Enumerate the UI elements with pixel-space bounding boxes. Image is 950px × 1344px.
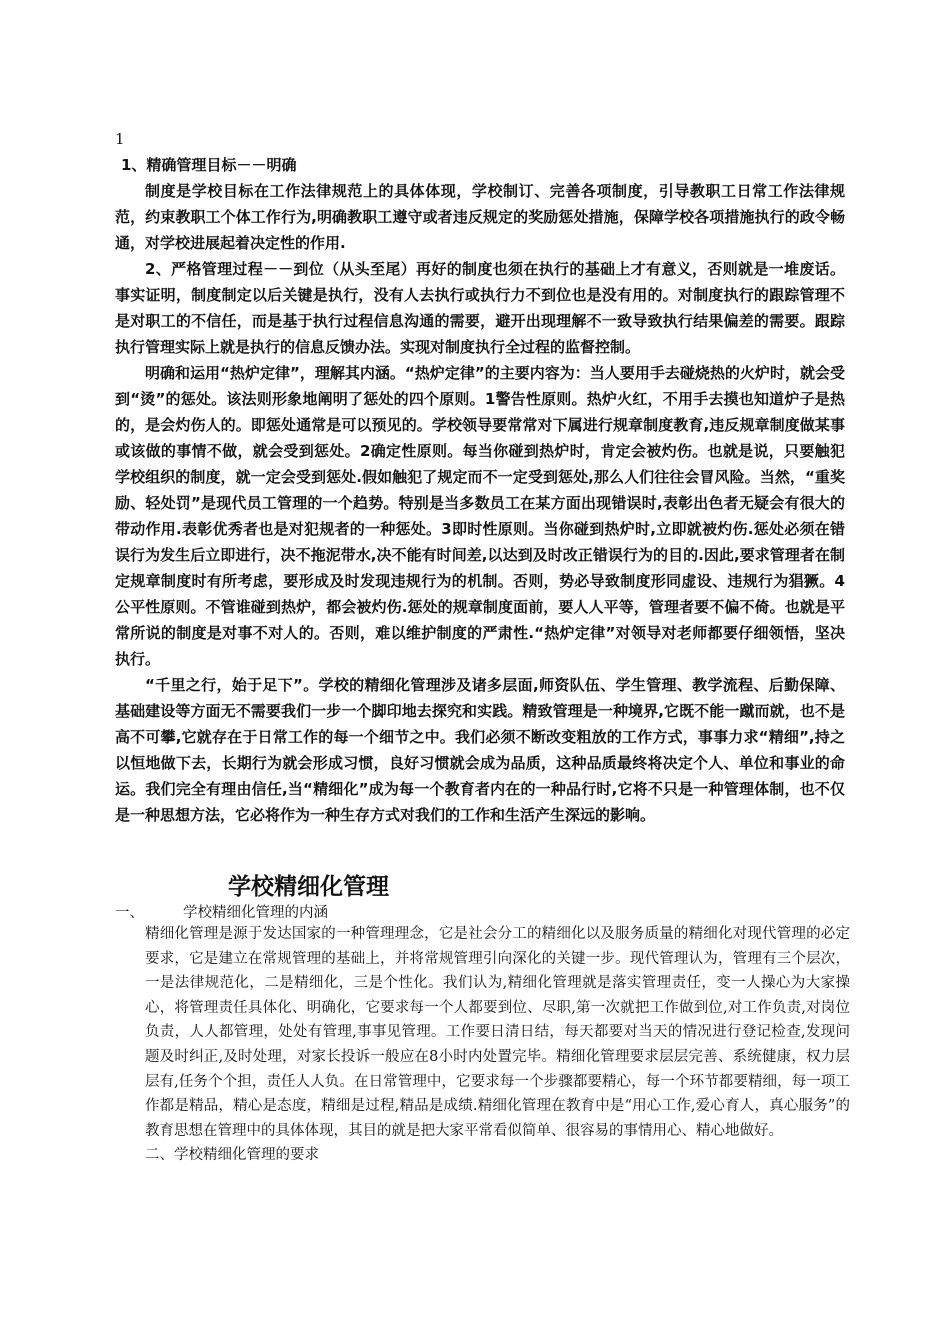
paragraph-hot-stove-law: 明确和运用“热炉定律”，理解其内涵。“热炉定律”的主要内容为：当人要用手去碰烧热的火炉时，就会受到“烫”的惩处。该法则形象地阐明了惩处的四个原则。1警告性原则。热炉火红，不用手去摸也知道炉子是热的，是会灼伤人的。即惩处通常是可以预见的。学校领导要常常对下属进行规章制度教育,违反规章制度做某事或该做的事情不做，就会受到惩处。2确定性原则。每当你碰到热炉时，肯定会被灼伤。也就是说，只要触犯学校组织的制度，就一定会受到惩处.假如触犯了规定而不一定受到惩处,那么人们往往会冒风险。当然，“重奖励、轻处罚”是现代员工管理的一个趋势。特别是当多数员工在某方面出现错误时,表彰出色者无疑会有很大的带动作用.表彰优秀者也是对犯规者的一种惩处。3即时性原则。当你碰到热炉时,立即就被灼伤.惩处必须在错误行为发生后立即进行，决不拖泥带水,决不能有时间差,以达到及时改正错误行为的目的.因此,要求管理者在制定规章制度时有所考虑，要形成及时发现违规行为的机制。否则，势必导致制度形同虚设、违规行为猖獗。4公平性原则。不管谁碰到热炉，都会被灼伤.惩处的规章制度面前，要人人平等，管理者要不偏不倚。也就是平常所说的制度是对事不对人的。否则，难以维护制度的严肃性.“热炉定律”对领导对老师都要仔细领悟，坚决执行。 xyxy=(115,364,845,668)
section-connotation xyxy=(145,922,850,1168)
section-heading: 1、精确管理目标－－明确 xyxy=(121,156,297,174)
paragraph-system: 制度是学校目标在工作法律规范上的具体体现，学校制订、完善各项制度，引导教职工日常工作法律规范，约束教职工个体工作行为,明确教职工遵守或者违反规定的奖励惩处措施，保障学校各项措施执行的政令畅通，对学校进展起着决定性的作用. xyxy=(115,182,845,252)
subsection-title: 学校精细化管理的内涵 xyxy=(183,905,328,921)
paragraph-connotation: 精细化管理是源于发达国家的一种管理理念，它是社会分工的精细化以及服务质量的精细化对现代管理的必定要求，它是建立在常规管理的基础上，并将常规管理引向深化的关键一步。现代管理认为，管理有三个层次，一是法律规范化，二是精细化，三是个性化。我们认为,精细化管理就是落实管理责任，变一人操心为大家操心，将管理责任具体化、明确化，它要求每一个人都要到位、尽职,第一次就把工作做到位,对工作负责,对岗位负责，人人都管理，处处有管理,事事见管理。工作要日清日结，每天都要对当天的情况进行登记检查,发现问题及时纠正,及时处理，对家长投诉一般应在8小时内处置完毕。精细化管理要求层层完善、系统健康，权力层层有,任务个个担，责任人人负。在日常管理中，它要求每一个步骤都要精心，每一个环节都要精细，每一项工作都是精品，精心是态度，精细是过程,精品是成绩.精细化管理在教育中是“用心工作,爱心育人，真心服务”的教育思想在管理中的具体体现，其目的就是把大家平常看似简单、很容易的事情用心、精心地做好。 xyxy=(145,926,850,1139)
section-precise-management xyxy=(115,152,845,828)
paragraph-journey: “千里之行，始于足下”。学校的精细化管理涉及诸多层面,师资队伍、学生管理、教学流程、后勤保障、基础建设等方面无不需要我们一步一个脚印地去探究和实践。精致管理是一种境界,它既不能一蹴而就，也不是高不可攀,它就存在于日常工作的每一个细节之中。我们必须不断改变粗放的工作方式，事事力求“精细”,持之以恒地做下去，长期行为就会形成习惯，良好习惯就会成为品质，这种品质最终将决定个人、单位和事业的命运。我们完全有理由信任,当“精细化”成为每一个教育者内在的一种品行时,它将不只是一种管理体制，也不仅是一种思想方法，它必将作为一种生存方式对我们的工作和生活产生深远的影响。 xyxy=(115,676,845,824)
subsection-heading xyxy=(115,901,328,922)
page-number: 1 xyxy=(115,130,125,148)
paragraph-strict-process: 2、严格管理过程－－到位（从头至尾）再好的制度也须在执行的基础上才有意义，否则就是一堆废话。事实证明，制度制定以后关键是执行，没有人去执行或执行力不到位也是没有用的。对制度执行的跟踪管理不是对职工的不信任，而是基于执行过程信息沟通的需要，避开出现理解不一致导致执行结果偏差的需要。跟踪执行管理实际上就是执行的信息反馈办法。实现对制度执行全过程的监督控制。 xyxy=(115,260,845,356)
paragraph-requirements-heading: 二、学校精细化管理的要求 xyxy=(145,1147,319,1164)
subsection-number: 一、 xyxy=(115,905,144,921)
document-title: 学校精细化管理 xyxy=(228,874,389,900)
